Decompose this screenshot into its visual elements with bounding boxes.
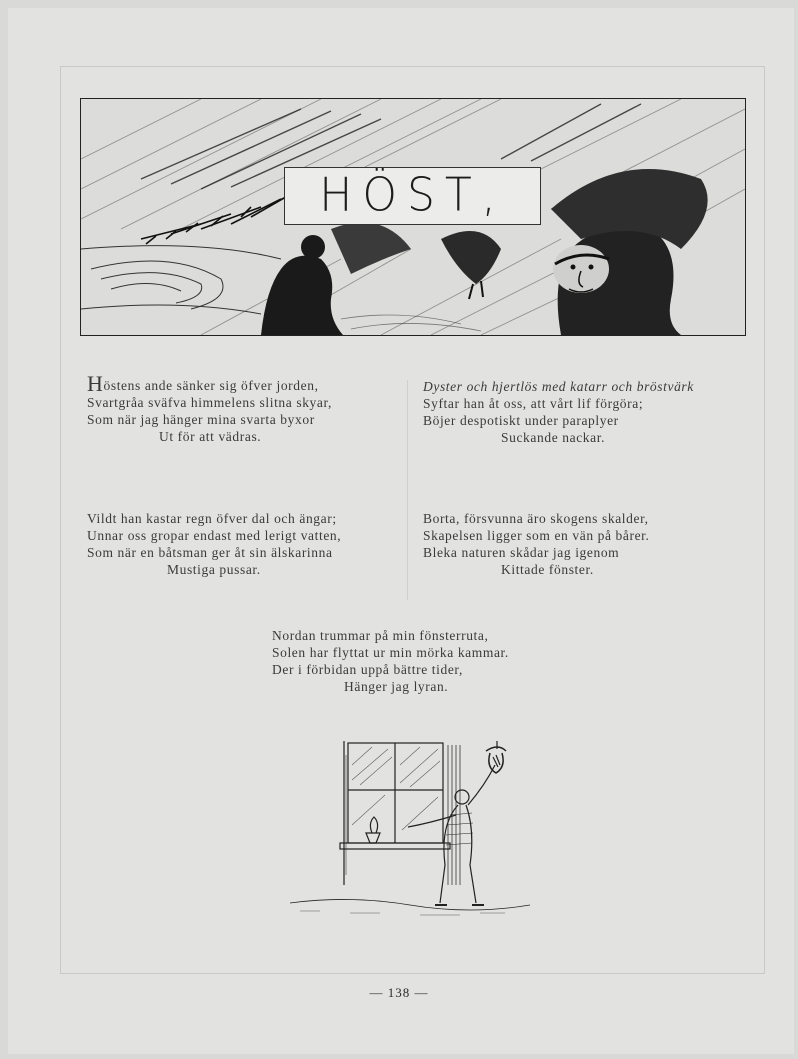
stanza-line: Som när jag hänger mina svarta byxor [87,412,315,427]
stanza-line: Syftar han åt oss, att vårt lif förgöra; [423,396,644,411]
stanza-line: Solen har flyttat ur min mörka kammar. [272,645,509,660]
column-divider [407,380,408,600]
stanza-line: Borta, försvunna äro skogens skalder, [423,511,649,526]
stanza-refrain: Hänger jag lyran. [344,679,449,694]
stanza-line: Svartgråa sväfva himmelens slitna skyar, [87,395,333,410]
stanza-refrain: Ut för att vädras. [159,429,262,444]
stanza-line: Der i förbidan uppå bättre tider, [272,662,463,677]
stanza-line: Unnar oss gropar endast med lerigt vatten, [87,528,342,543]
stanza-4 [423,510,650,578]
stanza-line: Skapelsen ligger som en vän på bårer. [423,528,650,543]
stanza-line: Dyster och hjertlös med katarr och bröstvärk [423,379,694,394]
stanza-3 [87,510,341,578]
stanza-line: Nordan trummar på min fönsterruta, [272,628,489,643]
stanza-line: Som när en båtsman ger åt sin älskarinna [87,545,333,560]
title-plaque [284,167,541,225]
stanza-line: Vildt han kastar regn öfver dal och ängar; [87,511,337,526]
lyre-illustration [290,735,530,920]
stanza-refrain: Kittade fönster. [501,562,594,577]
man-hanging-lyre-drawing [290,735,530,920]
stanza-1 [87,371,333,445]
stanza-line: Höstens ande sänker sig öfver jorden, [87,371,319,396]
stanza-refrain: Mustiga pussar. [167,562,261,577]
stanza-line: Bleka naturen skådar jag igenom [423,545,620,560]
drop-cap: H [87,371,104,396]
stanza-2 [423,378,694,446]
stanza-5 [272,627,509,695]
poem-title: HÖST, [319,168,506,223]
page-number: — 138 — [369,985,429,1000]
stanza-line: Böjer despotiskt under paraplyer [423,413,619,428]
stanza-refrain: Suckande nackar. [501,430,606,445]
